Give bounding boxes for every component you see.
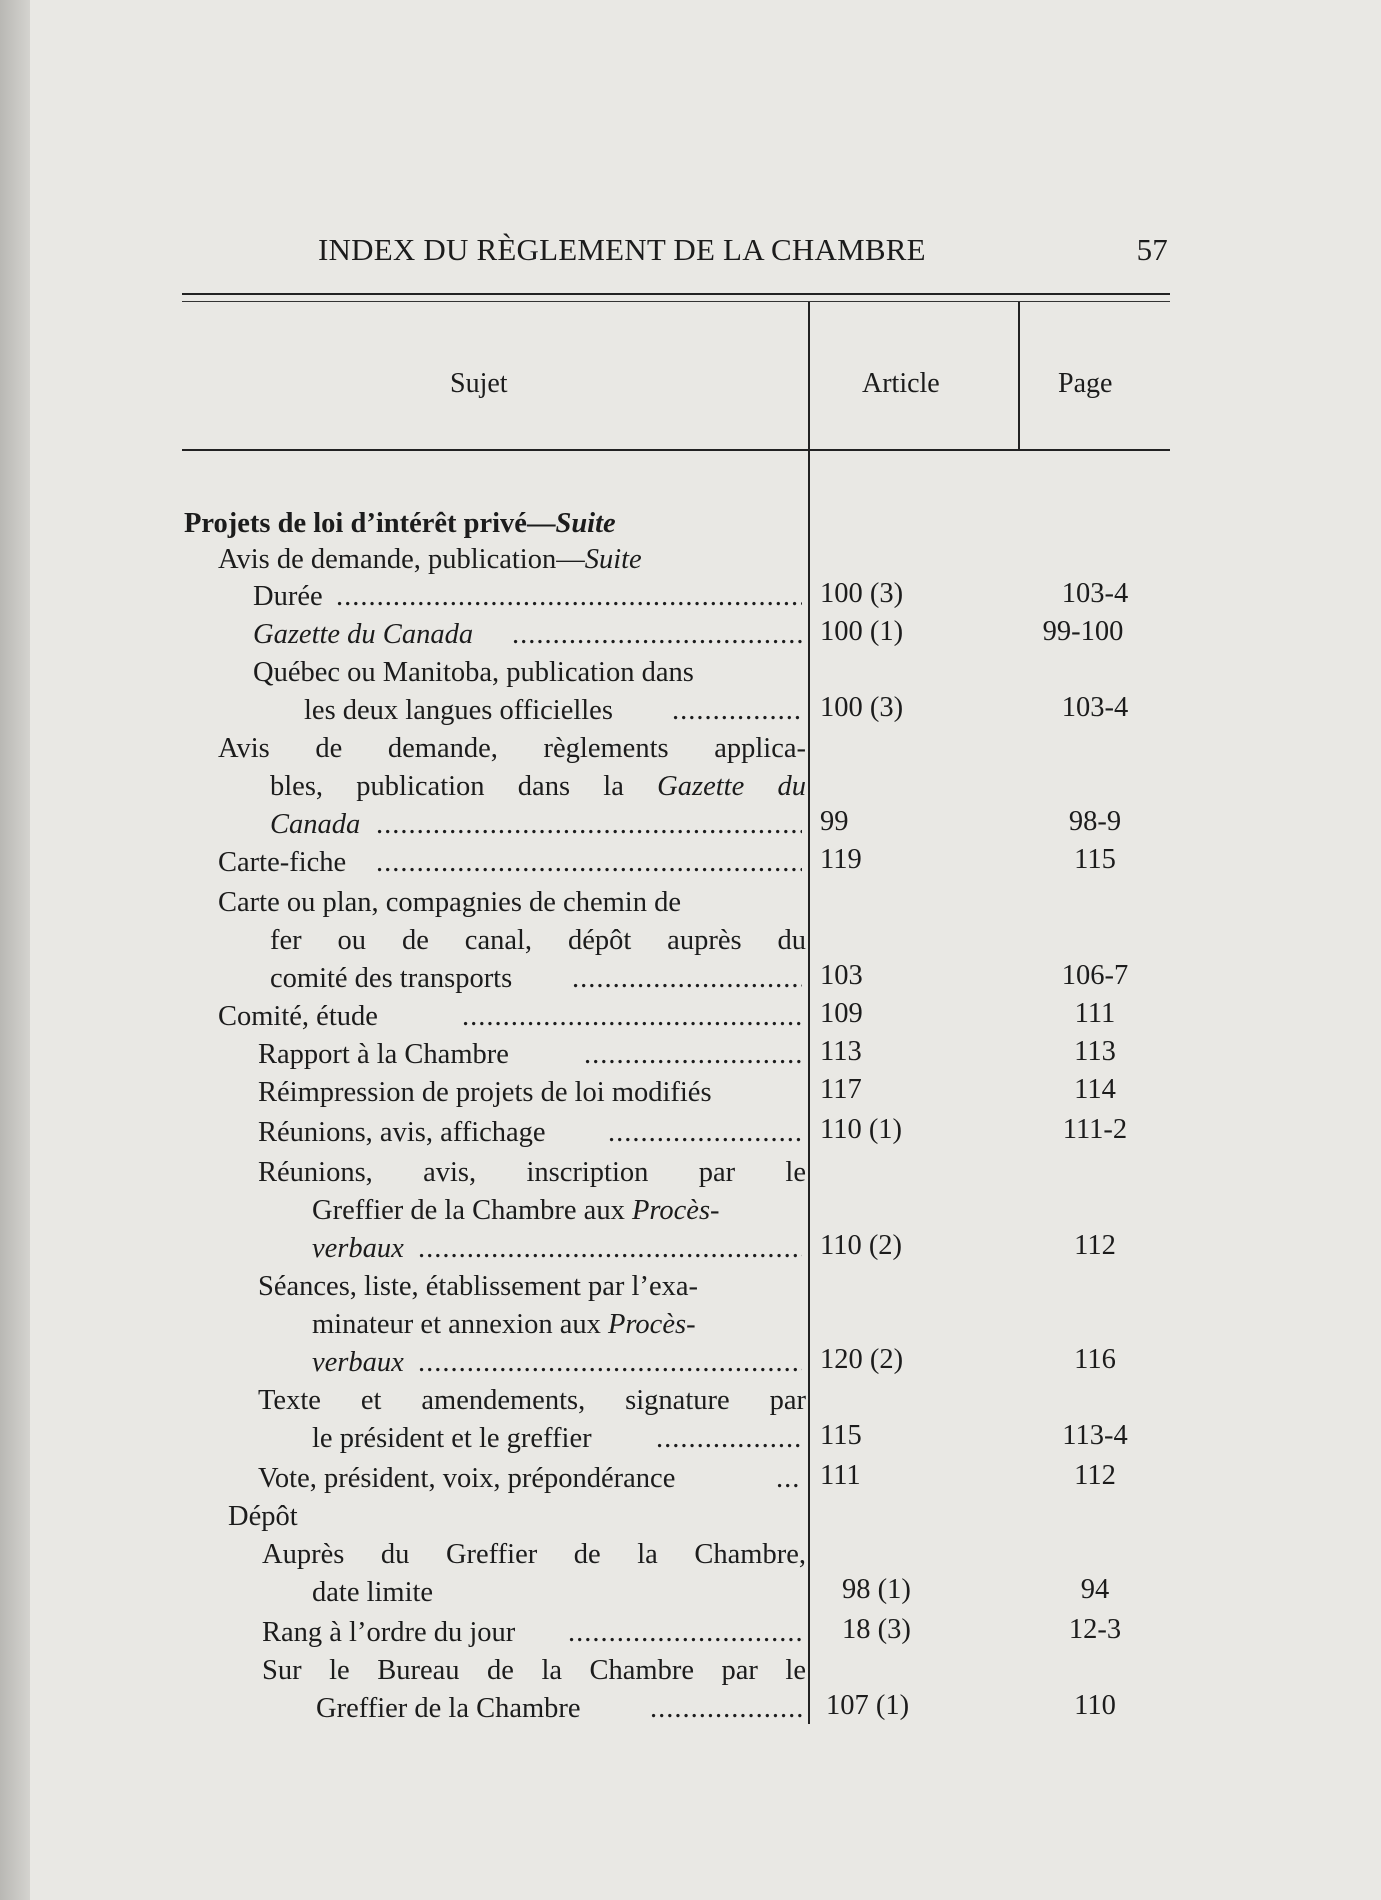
entry-text: Réunions, avis, affichage (258, 1117, 546, 1148)
entry-text-line1: Texte et amendements, signature par (258, 1385, 806, 1416)
entry-article: 109 (820, 998, 863, 1029)
entry-text-line1: Québec ou Manitoba, publication dans (253, 657, 694, 688)
entry-text-line3: verbaux (312, 1347, 404, 1378)
entry-text-line2: les deux langues officielles (304, 695, 613, 726)
entry-article: 100 (3) (820, 578, 904, 609)
text-part-italic: Gazette du (657, 771, 806, 802)
text-part-italic: Procès- (607, 1309, 696, 1340)
page-number: 57 (1136, 232, 1168, 267)
leader-dots (776, 1460, 802, 1498)
entry-article: 99 (820, 806, 849, 837)
entry-article: 120 (2) (820, 1344, 904, 1375)
entry-article: 103 (820, 960, 863, 991)
entry-text: Comité, étude (218, 1001, 378, 1032)
leader-dots (512, 616, 802, 654)
entry-article: 18 (3) (842, 1614, 911, 1645)
text-part-italic: Procès- (631, 1195, 720, 1226)
text-part: Greffier de la Chambre aux (312, 1195, 632, 1226)
page-title: INDEX DU RÈGLEMENT DE LA CHAMBRE (318, 232, 926, 267)
book-spine-shadow (0, 0, 30, 1900)
subheading-text: Dépôt (228, 1501, 298, 1532)
entry-text-line2 (312, 1192, 720, 1230)
leader-dots (376, 806, 802, 844)
leader-dots (376, 844, 802, 882)
column-divider-article-page (1018, 302, 1020, 450)
entry-text-line1: Réunions, avis, inscription par le (258, 1157, 806, 1188)
leader-dots (462, 998, 802, 1036)
entry-article: 115 (820, 1420, 862, 1451)
column-header-article: Article (862, 368, 940, 399)
text-part: minateur et annexion aux (312, 1309, 608, 1340)
leader-dots (650, 1690, 802, 1728)
entry-article: 110 (2) (820, 1230, 903, 1261)
entry-text-line2 (312, 1306, 696, 1344)
entry-text-line2: le président et le greffier (312, 1423, 592, 1454)
entry-text: Réimpression de projets de loi modifiés (258, 1077, 712, 1108)
column-divider-sujet-article (808, 302, 810, 1724)
entry-page: 99-100 (1042, 616, 1124, 647)
entry-text-line3: Canada (270, 809, 361, 840)
header-rule-thin (182, 301, 1170, 302)
entry-text-line3: verbaux (312, 1233, 404, 1264)
leader-dots (572, 960, 802, 998)
entry-article: 98 (1) (842, 1574, 911, 1605)
entry-article: 107 (1) (826, 1690, 910, 1721)
entry-page: 116 (1074, 1344, 1116, 1375)
entry-page: 113 (1074, 1036, 1116, 1067)
leader-dots (568, 1614, 802, 1652)
entry-text: Vote, président, voix, prépondérance (258, 1463, 676, 1494)
heading-text: Projets de loi d’intérêt privé— (184, 508, 556, 539)
text-part: bles, publication dans la (270, 771, 658, 802)
entry-article: 113 (820, 1036, 862, 1067)
entry-page: 114 (1074, 1074, 1116, 1105)
entry-text-line1: Auprès du Greffier de la Chambre, (262, 1539, 806, 1570)
subheading-text: Avis de demande, publication— (218, 544, 585, 575)
entry-page: 115 (1074, 844, 1116, 875)
leader-dots (336, 578, 802, 616)
entry-page: 98-9 (1068, 806, 1122, 837)
header-rule-thick (182, 293, 1170, 295)
entry-text-line1: Séances, liste, établissement par l’exa- (258, 1271, 698, 1302)
entry-page: 110 (1074, 1690, 1116, 1721)
subheading-suite: Suite (584, 544, 642, 575)
leader-dots (608, 1114, 802, 1152)
entry-page: 111-2 (1062, 1114, 1128, 1145)
column-header-rule (182, 449, 1170, 451)
entry-page: 103-4 (1061, 578, 1129, 609)
entry-text-line2: date limite (312, 1577, 434, 1608)
entry-article: 100 (1) (820, 616, 904, 647)
leader-dots (418, 1230, 802, 1268)
entry-text-line1: Sur le Bureau de la Chambre par le (262, 1655, 806, 1686)
entry-article: 119 (820, 844, 862, 875)
entry-page: 106-7 (1061, 960, 1129, 991)
entry-text-line1: Carte ou plan, compagnies de chemin de (218, 887, 681, 918)
entry-article: 111 (820, 1460, 861, 1491)
entry-text-line2: Greffier de la Chambre (316, 1693, 581, 1724)
heading-suite: Suite (555, 508, 616, 539)
entry-text-line2: fer ou de canal, dépôt auprès du (270, 925, 806, 956)
leader-dots (656, 1420, 802, 1458)
entry-text: Gazette du Canada (253, 619, 474, 650)
entry-page: 113-4 (1062, 1420, 1128, 1451)
entry-text: Rapport à la Chambre (258, 1039, 509, 1070)
entry-page: 112 (1074, 1230, 1116, 1261)
leader-dots (672, 692, 802, 730)
column-header-sujet: Sujet (450, 368, 508, 399)
entry-text: Carte-fiche (218, 847, 347, 878)
leader-dots (418, 1344, 802, 1382)
entry-page: 111 (1074, 998, 1116, 1029)
entry-article: 100 (3) (820, 692, 904, 723)
entry-page: 94 (1080, 1574, 1110, 1605)
entry-article: 117 (820, 1074, 862, 1105)
entry-text: Rang à l’ordre du jour (262, 1617, 516, 1648)
entry-page: 12-3 (1068, 1614, 1122, 1645)
entry-text-line1: Avis de demande, règlements applica- (218, 733, 806, 764)
entry-text: Durée (253, 581, 323, 612)
leader-dots (584, 1036, 802, 1074)
entry-page: 112 (1074, 1460, 1116, 1491)
entry-text-line3: comité des transports (270, 963, 513, 994)
entry-page: 103-4 (1061, 692, 1129, 723)
entry-text-line2 (270, 768, 806, 806)
column-header-page: Page (1058, 368, 1113, 399)
entry-article: 110 (1) (820, 1114, 903, 1145)
